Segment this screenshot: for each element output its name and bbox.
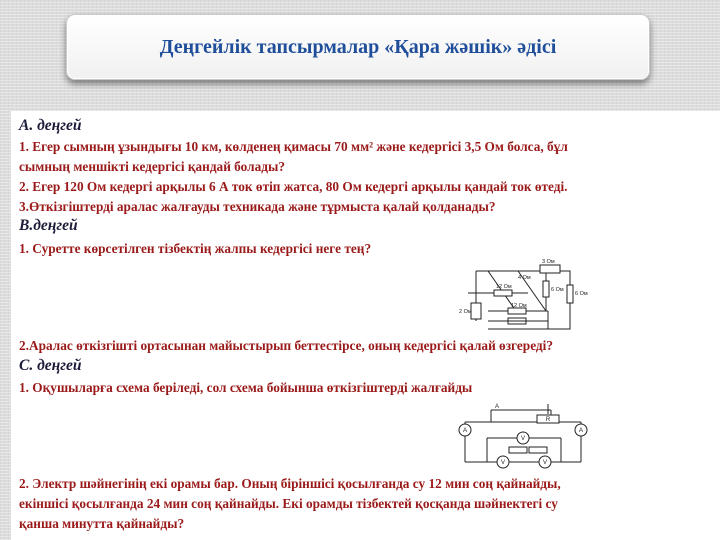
scheme-voltmeter-3-label: V [542, 460, 548, 466]
circuit-label-1: 12 Ом [496, 284, 512, 290]
level-c-heading: С. деңгей [19, 357, 82, 374]
content-panel [11, 111, 720, 540]
level-c-question-1: 1. Оқушыларға схема беріледі, сол схема бойынша өткізгіштерді жалғайды [19, 380, 473, 395]
circuit-diagram [458, 251, 592, 333]
title-box [66, 14, 650, 80]
level-c-question-2-line-2: екіншісі қосылғанда 24 мин соң қайнайды. Екі орамды тізбектей қосқанда шәйнектегі су [19, 496, 558, 511]
level-a-question-1-line-2: сымның меншікті кедергісі қандай болады? [19, 159, 285, 174]
level-c-question-2-line-3: қанша минутта қайнайды? [19, 516, 185, 531]
scheme-label-a: A [494, 404, 500, 410]
level-a-question-3: 3.Өткізгіштерді аралас жалғауды техникада және тұрмыста қалай қолданады? [19, 199, 496, 214]
circuit-label-5: 4 Ом [518, 275, 531, 281]
circuit-label-6: 12 Ом [511, 303, 527, 309]
level-a-heading: А. деңгей [19, 117, 82, 134]
slide-title: Деңгейлік тапсырмалар «Қара жәшік» әдісі [159, 35, 557, 58]
level-a-question-2: 2. Егер 120 Ом кедергі арқылы 6 А ток өтіп жатса, 80 Ом кедергі арқылы қандай ток өтеді. [19, 179, 568, 194]
level-b-question-1: 1. Суретте көрсетілген тізбектің жалпы кедергісі неге тең? [19, 241, 372, 256]
electric-scheme [451, 400, 591, 478]
level-b-question-2: 2.Аралас өткізгішті ортасынан майыстырып беттестірсе, оның кедергісі қалай өзгереді? [19, 338, 553, 353]
scheme-rheostat-label: R [545, 417, 551, 423]
level-c-question-2-line-1: 2. Электр шәйнегінің екі орамы бар. Оның біріншісі қосылғанда су 12 мин соң қайнайды, [19, 476, 561, 491]
scheme-ammeter-1-label: A [462, 428, 468, 434]
level-a-question-1-line-1: 1. Егер сымның ұзындығы 10 км, көлденең қимасы 70 мм² және кедергісі 3,5 Ом болса, бұл [19, 139, 568, 154]
level-b-heading: В.деңгей [19, 217, 78, 234]
circuit-label-2: 3 Ом [542, 259, 555, 265]
scheme-ammeter-2-label: A [578, 428, 584, 434]
circuit-label-3: 6 Ом [551, 287, 564, 293]
circuit-label-4: 6 Ом [575, 291, 588, 297]
scheme-voltmeter-2-label: V [500, 460, 506, 466]
circuit-label-7: 2 Ом [459, 309, 472, 315]
scheme-voltmeter-1-label: V [520, 436, 526, 442]
